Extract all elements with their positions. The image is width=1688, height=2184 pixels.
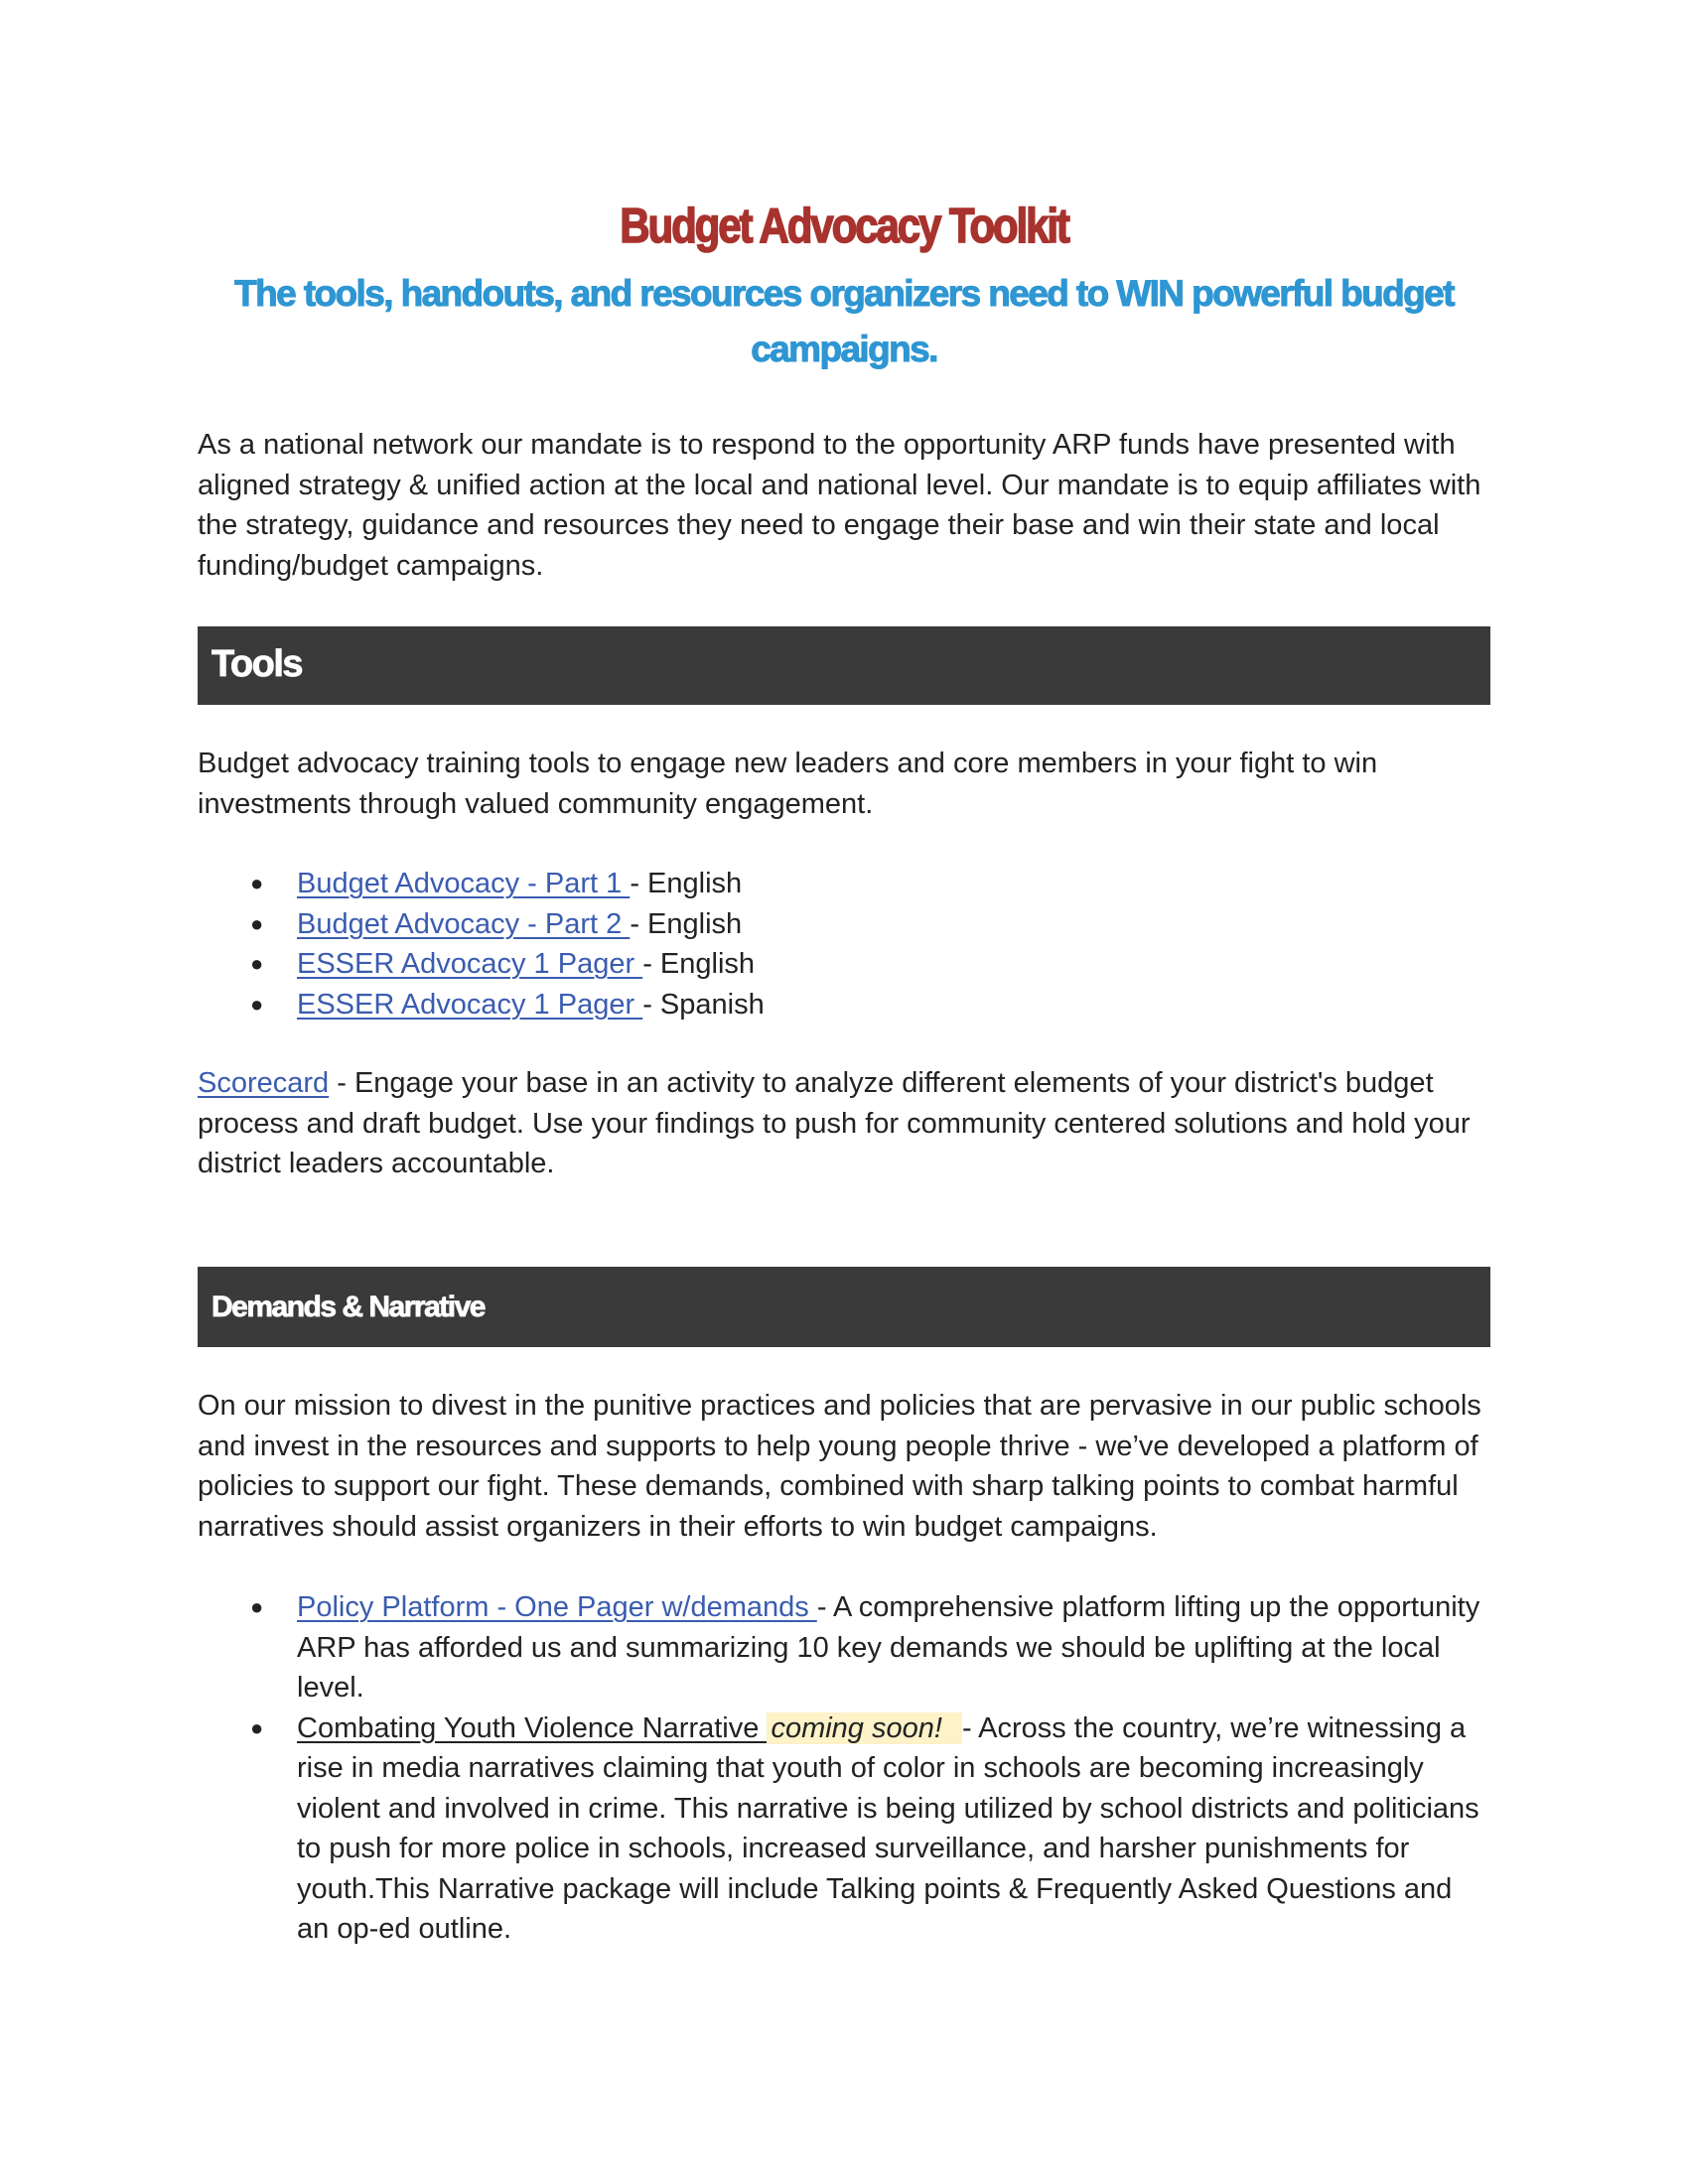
bullet-icon: ●: [250, 871, 264, 895]
demands-list: [250, 1587, 1488, 1950]
tools-list: [250, 864, 1488, 1024]
bullet-icon: ●: [250, 991, 264, 1017]
budget-advocacy-part-2-link[interactable]: Budget Advocacy - Part 2: [297, 907, 631, 940]
list-item: [250, 1708, 1488, 1950]
tools-section-header: [198, 626, 1490, 705]
page-subtitle: The tools, handouts, and resources organizers need to WIN powerful budget campaigns.: [234, 273, 1454, 369]
demands-heading: Demands & Narrative: [211, 1291, 485, 1323]
bullet-icon: ●: [250, 1594, 264, 1619]
list-item: [250, 864, 1488, 904]
list-item-language: - English: [642, 948, 756, 980]
scorecard-link[interactable]: Scorecard: [198, 1067, 330, 1099]
coming-soon-badge: coming soon!: [767, 1712, 962, 1744]
scorecard-paragraph: [198, 1063, 1498, 1184]
esser-advocacy-english-link[interactable]: ESSER Advocacy 1 Pager: [297, 948, 643, 980]
list-item: [250, 904, 1488, 945]
list-item: [250, 985, 1488, 1025]
budget-advocacy-part-1-link[interactable]: Budget Advocacy - Part 1: [297, 868, 631, 899]
intro-paragraph: As a national network our mandate is to respond to the opportunity ARP funds have presented with aligned strategy & unified action at the local and national level. Our mandate is to equip affiliates with the strategy, guidance and resources they need to engage their base and win their state and local funding/budget campaigns.: [198, 429, 1481, 582]
demands-description: On our mission to divest in the punitive practices and policies that are pervasive in our public schools and invest in the resources and supports to help young people thrive - we’ve developed a platform of policies to support our fight. These demands, combined with sharp talking points to combat harmful narratives should assist organizers in their efforts to win budget campaigns.: [198, 1390, 1481, 1543]
policy-platform-link[interactable]: Policy Platform - One Pager w/demands: [297, 1591, 817, 1623]
youth-violence-narrative-label: Combating Youth Violence Narrative: [297, 1711, 768, 1744]
bullet-icon: ●: [250, 951, 264, 976]
bullet-icon: ●: [250, 1714, 264, 1740]
scorecard-description: - Engage your base in an activity to analyze different elements of your district's budget process and draft budget. Use your findings to push for community centered solutions and hold your district leaders accountable.: [198, 1067, 1471, 1179]
list-item-language: - English: [630, 868, 743, 899]
list-item-language: - Spanish: [642, 988, 765, 1021]
tools-heading: Tools: [211, 643, 303, 685]
demands-section-header: [198, 1267, 1490, 1347]
page-title: Budget Advocacy Toolkit: [620, 200, 1068, 253]
list-item: [250, 1587, 1488, 1708]
esser-advocacy-spanish-link[interactable]: ESSER Advocacy 1 Pager: [297, 988, 643, 1021]
bullet-icon: ●: [250, 910, 264, 936]
list-item: [250, 944, 1488, 985]
list-item-language: - English: [630, 907, 743, 940]
tools-description: Budget advocacy training tools to engage new leaders and core members in your fight to win investments through valued community engagement.: [198, 748, 1378, 820]
youth-violence-narrative-description: - Across the country, we’re witnessing a rise in media narratives claiming that youth of color in schools are becoming increasingly violent and involved in crime. This narrative is being utilized by school districts and politicians to push for more police in schools, increased surveillance, and harsher punishments for youth.This Narrative package will include Talking points & Frequently Asked Questions and an op-ed outline.: [297, 1711, 1479, 1945]
policy-platform-description: - A comprehensive platform lifting up the opportunity ARP has afforded us and summarizing 10 key demands we should be uplifting at the local level.: [297, 1591, 1480, 1704]
